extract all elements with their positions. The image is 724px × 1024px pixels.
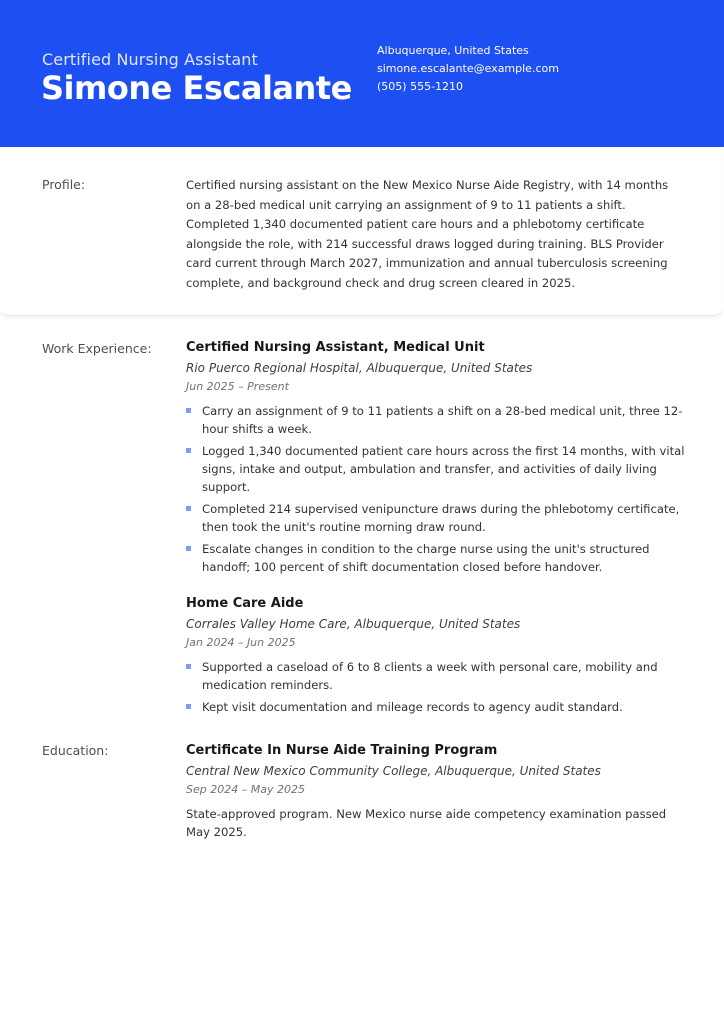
- education-title: Certificate In Nurse Aide Training Program: [186, 743, 498, 758]
- job-dates: Jan 2024 – Jun 2025: [186, 636, 296, 649]
- job-employer: Corrales Valley Home Care, Albuquerque, United States: [186, 617, 521, 631]
- job-bullet-text: Completed 214 supervised venipuncture draws during the phlebotomy certificate, then took the unit's routine morning draw round.: [202, 502, 680, 534]
- job-bullet: [186, 402, 686, 438]
- job-bullet: [186, 442, 686, 496]
- contact-email[interactable]: simone.escalante@example.com: [377, 62, 559, 75]
- education-label: Education:: [42, 743, 109, 758]
- work-experience-label: Work Experience:: [42, 341, 152, 356]
- education-dates: Sep 2024 – May 2025: [186, 783, 305, 796]
- job-bullet: [186, 500, 686, 536]
- profile-body: [186, 176, 686, 293]
- contact-block: [377, 42, 559, 96]
- bullet-square-icon: [186, 664, 191, 669]
- job-title: Home Care Aide: [186, 596, 304, 611]
- contact-phone[interactable]: (505) 555-1210: [377, 80, 464, 93]
- education-institution: Central New Mexico Community College, Albuquerque, United States: [186, 764, 601, 778]
- job-bullet-text: Carry an assignment of 9 to 11 patients a shift on a 28-bed medical unit, three 12-hour shifts a week.: [202, 404, 683, 436]
- job-entry: [186, 595, 686, 720]
- job-title: Certified Nursing Assistant, Medical Unit: [186, 340, 485, 355]
- job-bullet-text: Kept visit documentation and mileage records to agency audit standard.: [202, 700, 623, 714]
- candidate-name: Simone Escalante: [41, 69, 352, 107]
- bullet-square-icon: [186, 546, 191, 551]
- bullet-square-icon: [186, 408, 191, 413]
- bullet-square-icon: [186, 704, 191, 709]
- bullet-square-icon: [186, 448, 191, 453]
- job-employer: Rio Puerco Regional Hospital, Albuquerque, United States: [186, 361, 533, 375]
- education-text: State-approved program. New Mexico nurse aide competency examination passed May 2025.: [186, 807, 667, 839]
- job-bullet: [186, 698, 686, 716]
- job-bullet-text: Logged 1,340 documented patient care hours across the first 14 months, with vital signs, intake and output, ambulation and transfer, and activities of daily living support.: [202, 444, 685, 494]
- job-bullet-list: [186, 658, 686, 716]
- header-banner: [0, 0, 724, 147]
- education-entry: [186, 742, 686, 841]
- profile-text: Certified nursing assistant on the New Mexico Nurse Aide Registry, with 14 months on a 28-bed medical unit carrying an assignment of 9 to 11 patients a shift. Completed 1,340 documented patient care hours and a phlebotomy certificate alongside the role, with 214 successful draws logged during training. BLS Provider card current through March 2027, immunization and annual tuberculosis screening complete, and background check and drug screen cleared in 2025.: [186, 178, 669, 290]
- job-entry: [186, 339, 686, 580]
- job-bullet: [186, 540, 686, 576]
- profile-label: Profile:: [42, 177, 86, 192]
- job-role-title: Certified Nursing Assistant: [42, 50, 258, 69]
- job-bullet: [186, 658, 686, 694]
- job-bullet-list: [186, 402, 686, 576]
- bullet-square-icon: [186, 506, 191, 511]
- job-bullet-text: Escalate changes in condition to the charge nurse using the unit's structured handoff; 100 percent of shift documentation closed before handover.: [202, 542, 650, 574]
- job-dates: Jun 2025 – Present: [186, 380, 289, 393]
- contact-location: Albuquerque, United States: [377, 44, 529, 57]
- job-bullet-text: Supported a caseload of 6 to 8 clients a week with personal care, mobility and medication reminders.: [202, 660, 658, 692]
